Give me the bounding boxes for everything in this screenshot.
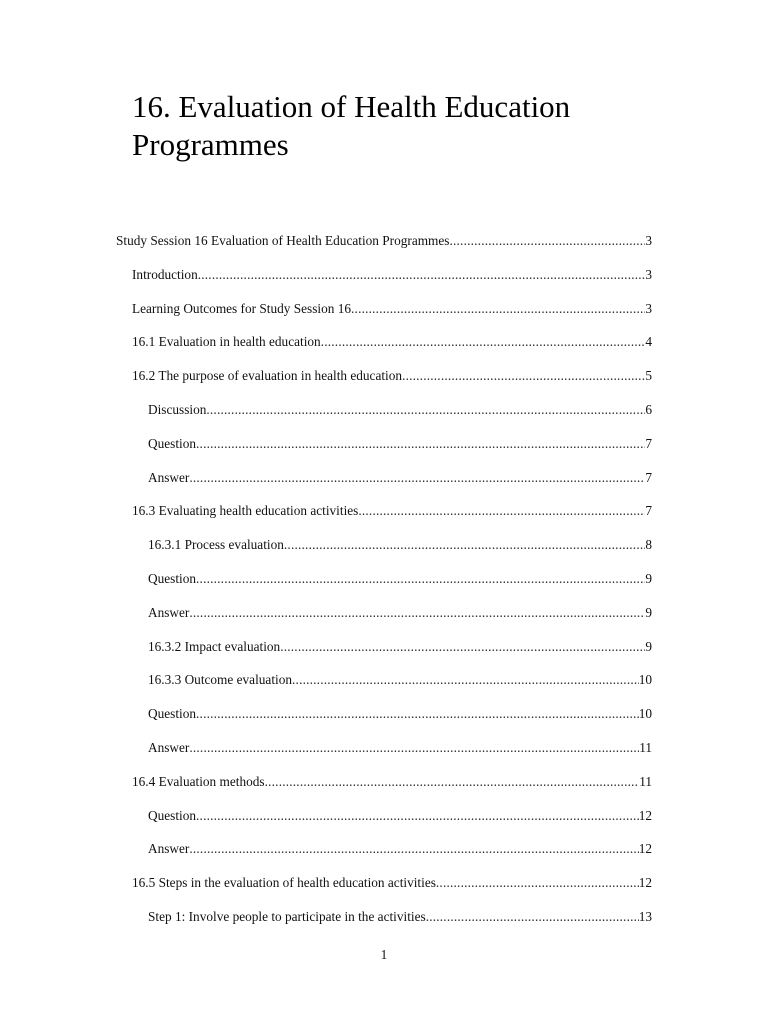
toc-entry[interactable] <box>0 258 768 292</box>
table-of-contents <box>0 224 768 934</box>
toc-entry[interactable] <box>0 224 768 258</box>
toc-entry[interactable] <box>0 832 768 866</box>
toc-dot-leader <box>196 562 645 596</box>
toc-entry-page: 7 <box>645 469 652 485</box>
toc-entry[interactable] <box>0 494 768 528</box>
toc-entry-page: 9 <box>645 604 652 620</box>
toc-entry-page: 10 <box>638 672 652 688</box>
toc-entry-page: 10 <box>638 706 652 722</box>
toc-entry[interactable] <box>0 697 768 731</box>
toc-entry-page: 3 <box>645 233 652 248</box>
toc-entry-label: 16.5 Steps in the evaluation of health education activities <box>132 875 436 891</box>
toc-entry-label: 16.3 Evaluating health education activities <box>132 503 359 519</box>
toc-dot-leader <box>265 765 640 799</box>
toc-entry[interactable] <box>0 393 768 427</box>
toc-entry-page: 3 <box>645 266 652 282</box>
toc-entry-label: Answer <box>148 469 190 485</box>
toc-dot-leader <box>198 258 646 292</box>
toc-dot-leader <box>189 731 639 765</box>
toc-entry-label: Answer <box>148 841 190 857</box>
toc-entry[interactable] <box>0 359 768 393</box>
toc-entry[interactable] <box>0 866 768 900</box>
toc-dot-leader <box>402 359 645 393</box>
toc-entry-page: 8 <box>645 537 652 553</box>
toc-entry-page: 4 <box>645 334 652 350</box>
toc-entry-label: Discussion <box>148 401 207 417</box>
toc-entry-label: Study Session 16 Evaluation of Health Education Programmes <box>116 233 450 248</box>
toc-entry[interactable] <box>0 461 768 495</box>
toc-entry-label: Introduction <box>132 266 198 282</box>
toc-entry[interactable] <box>0 765 768 799</box>
toc-entry-page: 12 <box>638 807 652 823</box>
toc-entry-page: 9 <box>645 570 652 586</box>
toc-entry-label: 16.1 Evaluation in health education <box>132 334 321 350</box>
toc-dot-leader <box>189 832 638 866</box>
toc-entry-page: 11 <box>639 739 652 755</box>
toc-entry-page: 6 <box>645 401 652 417</box>
toc-entry[interactable] <box>0 799 768 833</box>
toc-entry[interactable] <box>0 528 768 562</box>
toc-entry[interactable] <box>0 900 768 934</box>
toc-entry-page: 7 <box>645 503 652 519</box>
toc-entry-page: 13 <box>638 908 652 924</box>
page-title: 16. Evaluation of Health Education Programmes <box>132 89 571 162</box>
toc-entry[interactable] <box>0 731 768 765</box>
toc-entry[interactable] <box>0 562 768 596</box>
toc-entry-label: 16.2 The purpose of evaluation in health education <box>132 368 403 384</box>
toc-dot-leader <box>196 697 639 731</box>
toc-dot-leader <box>206 393 645 427</box>
toc-dot-leader <box>449 224 645 258</box>
toc-entry-page: 3 <box>645 300 652 316</box>
toc-entry-label: 16.4 Evaluation methods <box>132 773 265 789</box>
toc-entry-label: 16.3.3 Outcome evaluation <box>148 672 293 688</box>
toc-dot-leader <box>292 663 639 697</box>
toc-dot-leader <box>321 325 646 359</box>
toc-entry-label: Question <box>148 807 197 823</box>
toc-entry-label: Answer <box>148 739 190 755</box>
toc-dot-leader <box>189 461 645 495</box>
toc-entry-label: Question <box>148 706 197 722</box>
toc-entry-label: Question <box>148 570 197 586</box>
toc-entry-page: 12 <box>638 875 652 891</box>
toc-entry-page: 12 <box>638 841 652 857</box>
toc-dot-leader <box>196 799 639 833</box>
toc-entry-label: Answer <box>148 604 190 620</box>
toc-entry[interactable] <box>0 325 768 359</box>
toc-entry-page: 11 <box>639 773 652 789</box>
toc-dot-leader <box>284 528 645 562</box>
toc-entry-page: 9 <box>645 638 652 654</box>
toc-entry[interactable] <box>0 630 768 664</box>
toc-entry[interactable] <box>0 663 768 697</box>
toc-entry-page: 5 <box>645 368 652 384</box>
toc-entry-label: 16.3.1 Process evaluation <box>148 537 284 553</box>
toc-dot-leader <box>358 494 645 528</box>
toc-entry-label: Step 1: Involve people to participate in the activities <box>148 908 426 924</box>
page-number: 1 <box>380 947 388 962</box>
toc-dot-leader <box>426 900 639 934</box>
toc-dot-leader <box>189 596 645 630</box>
toc-entry[interactable] <box>0 596 768 630</box>
toc-entry-label: 16.3.2 Impact evaluation <box>148 638 281 654</box>
toc-entry-page: 7 <box>645 435 652 451</box>
toc-entry-label: Learning Outcomes for Study Session 16 <box>132 300 352 316</box>
toc-dot-leader <box>351 292 645 326</box>
toc-dot-leader <box>436 866 639 900</box>
toc-entry[interactable] <box>0 292 768 326</box>
toc-entry-label: Question <box>148 435 197 451</box>
toc-dot-leader <box>280 630 645 664</box>
toc-entry[interactable] <box>0 427 768 461</box>
toc-dot-leader <box>196 427 645 461</box>
